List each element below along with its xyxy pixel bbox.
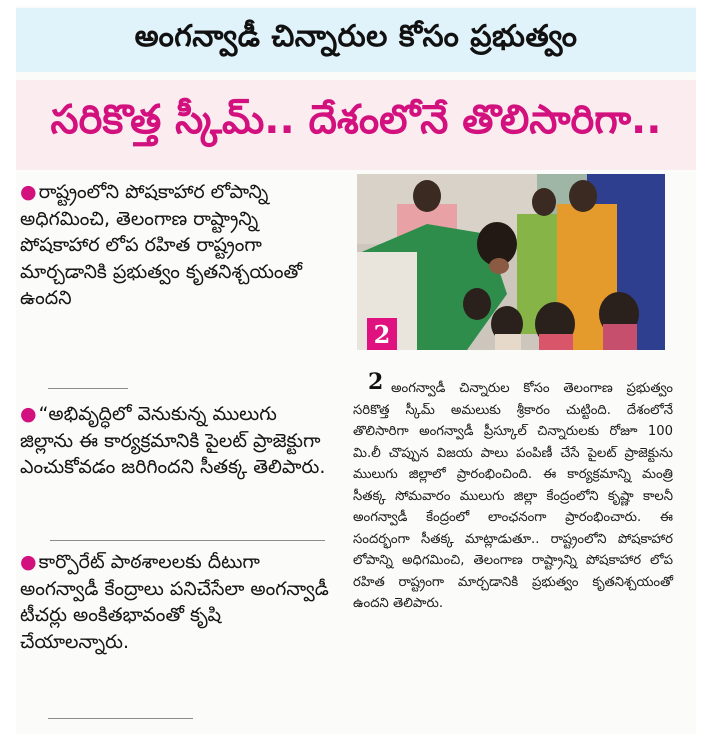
article-body: అంగన్వాడీ చిన్నారుల కోసం తెలంగాణ ప్రభుత్వం సరికొత్త స్కీమ్ అమలుకు శ్రీకారం చుట్టింది. దేశంలోనే తొలిసారిగా అంగన్వాడీ ప్రీస్కూల్ చిన్నారులకు రోజూ 100 మి.లీ చొప్పున విజయ పాలు పంపిణీ చేసే పైలట్ ప్రాజెక్టును ములుగు జిల్లాలో ప్రారంభించింది. ఈ కార్యక్రమాన్ని మంత్రి సీతక్క సోమవారం ములుగు జిల్లా కేంద్రంలోని కృష్ణా కాలనీ అంగన్వాడీ కేంద్రంలో లాంఛనంగా ప్రారంభించారు. ఈ సందర్భంగా సీతక్క మాట్లాడుతూ.. రాష్ట్రంలోని పోషకాహార లోపాన్ని అధిగమించి, తెలంగాణ రాష్ట్రాన్ని పోషకాహార లోప రహిత రాష్ట్రంగా మార్చడానికి ప్రభుత్వం కృతనిశ్చయంతో ఉందని తెలిపారు. [353,381,673,611]
kicker-heading: అంగన్వాడీ చిన్నారుల కోసం ప్రభుత్వం [16,8,696,72]
bullet-dot-icon: ● [20,181,37,203]
bullet-text-3: కార్పొరేట్ పాఠశాలలకు దీటుగా అంగన్వాడీ కేంద్రాలు పనిచేసేలా అంగన్వాడీ టీచర్లు అంకితభావంతో కృషి చేయాలన్నారు. [20,551,329,653]
bullet-point-3 [20,549,332,655]
bullet-divider [48,388,128,389]
bullet-point-2 [20,401,332,481]
caption-number-marker: 2 [368,369,384,395]
bullet-text-1: రాష్ట్రంలోని పోషకాహార లోపాన్ని అధిగమించి, తెలంగాణ రాష్ట్రాన్ని పోషకాహార లోప రహిత రాష్ట్రంగా మార్చడానికి ప్రభుత్వం కృతనిశ్చయంతో ఉందని [20,181,303,309]
bullet-dot-icon: ● [20,551,37,573]
bullet-point-1 [20,179,332,312]
bullet-divider [50,540,325,541]
photo-number-badge: 2 [367,318,397,350]
main-headline: సరికొత్త స్కీమ్.. దేశంలోనే తొలిసారిగా.. [16,80,696,170]
bullet-divider [48,718,193,719]
bullet-dot-icon: ● [20,403,37,425]
photo-illustration [357,174,665,350]
news-photo [357,174,665,350]
bullet-text-2: “అభివృద్ధిలో వెనుకున్న ములుగు జిల్లాను ఈ కార్యక్రమానికి పైలట్ ప్రాజెక్టుగా ఎంచుకోవడం జరిగిందని సీతక్క తెలిపారు. [20,403,326,478]
